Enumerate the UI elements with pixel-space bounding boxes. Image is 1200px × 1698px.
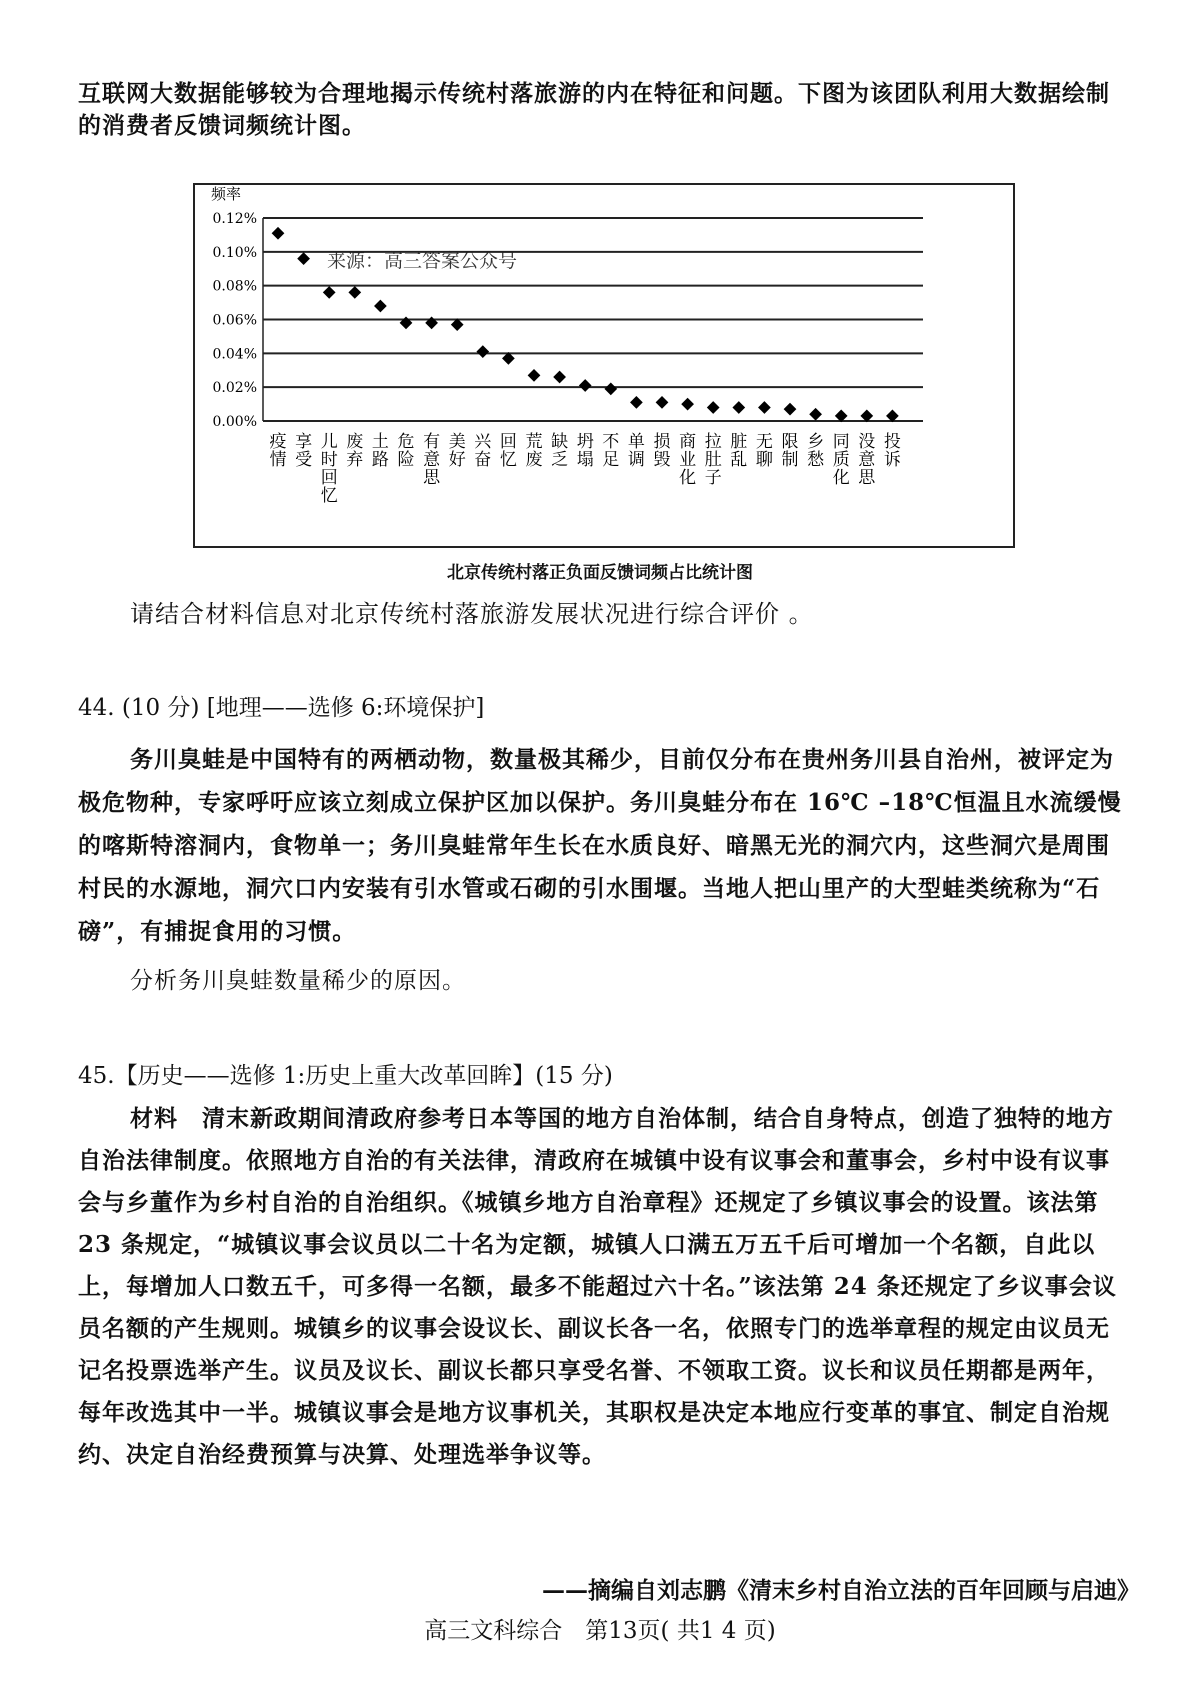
x-category-label: 坍塌	[576, 432, 594, 470]
data-point	[374, 300, 387, 313]
y-tick-label: 0.02%	[212, 380, 257, 397]
x-category-label: 荒废	[525, 432, 543, 470]
material-text: 清末新政期间清政府参考日本等国的地方自治体制，结合自身特点，创造了独特的地方自治法律制度。依照地方自治的有关法律，清政府在城镇中设有议事会和董事会，乡村中设有议事会与乡董作为乡村自治的自治组织。《城镇乡地方自治章程》还规定了乡镇议事会的设置。该法第 23 条规定，“城镇议事会议员以二十名为定额，城镇人口满五万五千后可增加一个名额，自此以上，每增加人口数五千，可多得一名额，最多不能超过六十名。”该法第 24 条还规定了乡议事会议员名额的产生规则。城镇乡的议事会设议长、副议长各一名，依照专门的选举章程的规定由议员无记名投票选举产生。议员及议长、副议长都只享受名誉、不领取工资。议长和议员任期都是两年，每年改选其中一半。城镇议事会是地方议事机关，其职权是决定本地应行变革的事宜、制定自治规约、决定自治经费预算与决算、处理选举争议等。	[78, 1105, 1117, 1468]
x-category-label: 享受	[295, 432, 313, 470]
q45-title: 45.【历史——选修 1:历史上重大改革回眸】(15 分)	[78, 1063, 613, 1089]
y-tick-label: 0.06%	[212, 312, 257, 329]
material-label: 材料	[130, 1105, 178, 1132]
y-tick-label: 0.08%	[212, 278, 257, 295]
data-point	[809, 408, 822, 421]
x-category-label: 没意思	[858, 432, 876, 488]
y-tick-label: 0.04%	[212, 346, 257, 363]
data-point	[732, 401, 745, 414]
data-point	[400, 317, 413, 330]
x-category-label: 兴奋	[474, 432, 492, 470]
chart-title: 北京传统村落正负面反馈词频占比统计图	[447, 563, 753, 583]
x-category-label: 回忆	[499, 432, 517, 470]
q45-material	[78, 1098, 1128, 1476]
x-category-label: 儿时回忆	[320, 432, 338, 506]
x-category-label: 同质化	[832, 432, 850, 488]
data-point	[272, 227, 285, 240]
q44-paragraph: 务川臭蛙是中国特有的两栖动物，数量极其稀少，目前仅分布在贵州务川县自治州，被评定为极危物种，专家呼吁应该立刻成立保护区加以保护。务川臭蛙分布在 16℃ –18℃恒温且水流缓慢的喀斯特溶洞内，食物单一；务川臭蛙常年生长在水质良好、暗黑无光的洞穴内，这些洞穴是周围村民的水源地，洞穴口内安装有引水管或石砌的引水围堰。当地人把山里产的大型蛙类统称为“石磅”，有捕捉食用的习惯。	[78, 746, 1122, 945]
data-point	[707, 401, 720, 414]
data-point	[476, 345, 489, 358]
data-point	[656, 396, 669, 409]
material-source: ——摘编自刘志鹏《清末乡村自治立法的百年回顾与启迪》	[542, 1577, 1140, 1604]
q43-prompt: 请结合材料信息对北京传统村落旅游发展状况进行综合评价 。	[130, 600, 814, 628]
x-category-label: 无聊	[755, 432, 773, 470]
data-point	[553, 371, 566, 384]
source-watermark: 来源：高三答案公众号	[327, 250, 518, 272]
x-category-label: 乡愁	[807, 432, 825, 470]
x-category-label: 限制	[781, 432, 799, 470]
x-category-label: 废弃	[346, 432, 364, 470]
data-point	[425, 317, 438, 330]
data-point	[758, 401, 771, 414]
data-point	[579, 379, 592, 392]
y-tick-label: 0.12%	[212, 211, 257, 227]
data-point	[348, 286, 361, 299]
chart-svg	[195, 185, 1013, 546]
data-point	[323, 286, 336, 299]
data-point	[528, 369, 541, 382]
x-category-label: 有意思	[423, 432, 441, 488]
x-category-label: 投诉	[883, 432, 901, 470]
data-point	[604, 382, 617, 395]
x-category-label: 不足	[602, 432, 620, 470]
x-category-label: 疫情	[269, 432, 287, 470]
x-category-label: 损毁	[653, 432, 671, 470]
y-axis-label: 频率	[211, 185, 242, 203]
y-tick-label: 0.10%	[212, 244, 257, 261]
x-category-label: 缺乏	[551, 432, 569, 470]
y-tick-label: 0.00%	[212, 414, 257, 430]
x-category-label: 危险	[397, 432, 415, 470]
x-category-label: 脏乱	[730, 432, 748, 470]
data-point	[681, 398, 694, 411]
x-category-label: 拉肚子	[704, 432, 722, 488]
x-category-label: 单调	[627, 432, 645, 470]
data-point	[784, 403, 797, 416]
x-category-label: 美好	[448, 432, 466, 470]
x-category-label: 土路	[371, 432, 389, 470]
word-frequency-chart	[193, 183, 1015, 548]
x-category-label: 商业化	[679, 432, 697, 488]
q44-title: 44. (10 分) [地理——选修 6:环境保护]	[78, 695, 485, 721]
data-point	[297, 252, 310, 265]
q44-ask: 分析务川臭蛙数量稀少的原因。	[130, 968, 466, 994]
data-point	[630, 396, 643, 409]
intro-text: 互联网大数据能够较为合理地揭示传统村落旅游的内在特征和问题。下图为该团队利用大数据绘制的消费者反馈词频统计图。	[78, 80, 1110, 139]
page-footer: 高三文科综合 第13页( 共1 4 页)	[424, 1618, 776, 1644]
